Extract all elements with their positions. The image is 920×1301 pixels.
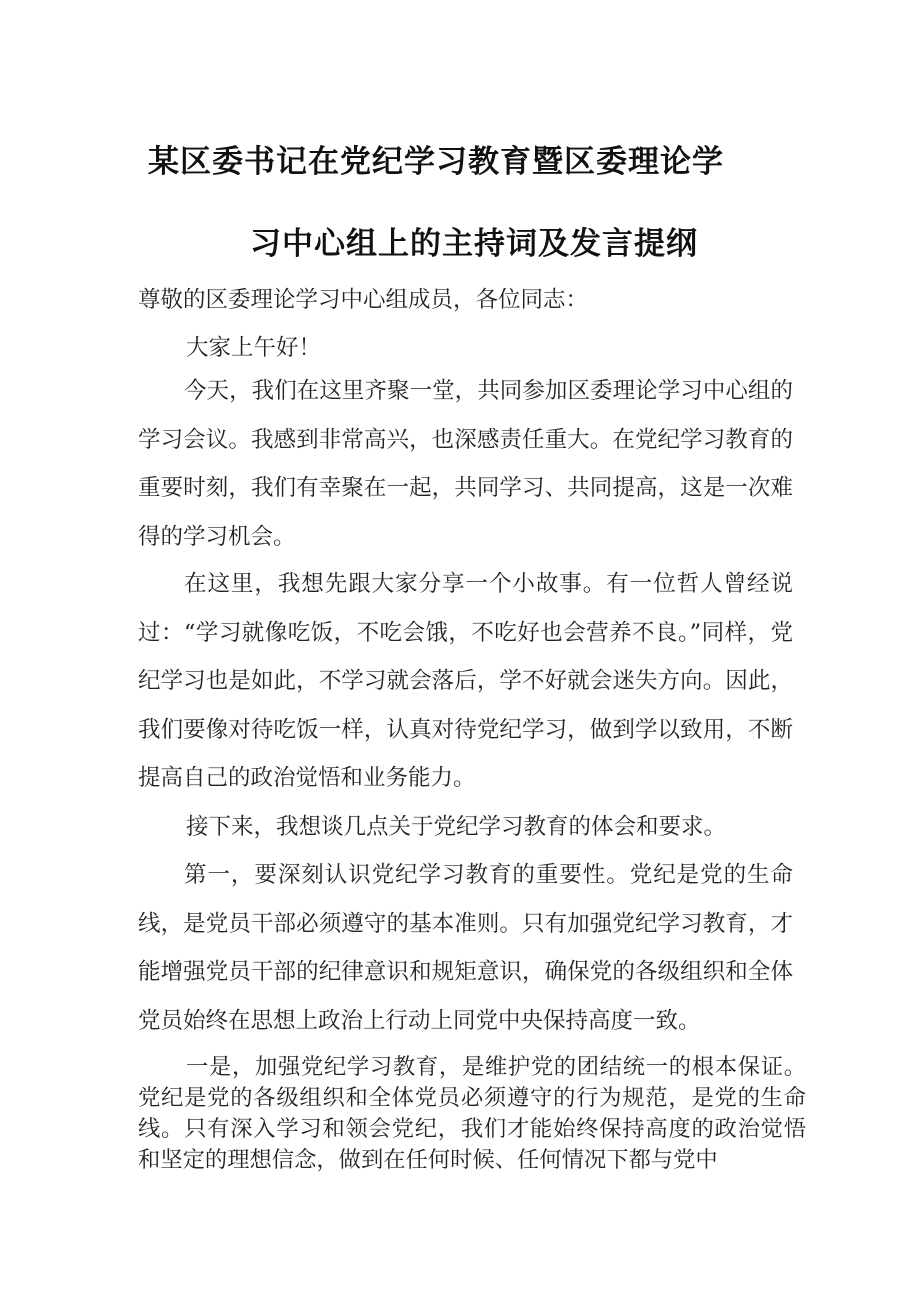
paragraph-opening: 今天，我们在这里齐聚一堂，共同参加区委理论学习中心组的学习会议。我感到非常高兴，也深感责任重大。在党纪学习教育的重要时刻，我们有幸聚在一起，共同学习、共同提高，这是一次难得的学习机会。 <box>138 378 793 550</box>
paragraph-point-one: 第一，要深刻认识党纪学习教育的重要性。党纪是党的生命线，是党员干部必须遵守的基本准则。只有加强党纪学习教育，才能增强党员干部的纪律意识和规矩意识，确保党的各级组织和全体党员始终在思想上政治上行动上同党中央保持高度一致。 <box>138 862 793 1034</box>
greeting: 大家上午好！ <box>186 335 322 361</box>
salutation: 尊敬的区委理论学习中心组成员，各位同志： <box>138 287 589 313</box>
paragraph-sub-point-one: 一是，加强党纪学习教育，是维护党的团结统一的根本保证。党纪是党的各级组织和全体党员必须遵守的行为规范，是党的生命线。只有深入学习和领会党纪，我们才能始终保持高度的政治觉悟和坚定的理想信念，做到在任何时候、任何情况下都与党中 <box>138 1054 806 1173</box>
paragraph-story: 在这里，我想先跟大家分享一个小故事。有一位哲人曾经说过：“学习就像吃饭，不吃会饿，不吃好也会营养不良。”同样，党纪学习也是如此，不学习就会落后，学不好就会迷失方向。因此，我们要像对待吃饭一样，认真对待党纪学习，做到学以致用，不断提高自己的政治觉悟和业务能力。 <box>138 571 793 791</box>
document-title-line-1: 某区委书记在党纪学习教育暨区委理论学 <box>148 144 724 180</box>
paragraph-transition: 接下来，我想谈几点关于党纪学习教育的体会和要求。 <box>186 814 727 840</box>
document-title-line-2: 习中心组上的主持词及发言提纲 <box>250 226 698 262</box>
